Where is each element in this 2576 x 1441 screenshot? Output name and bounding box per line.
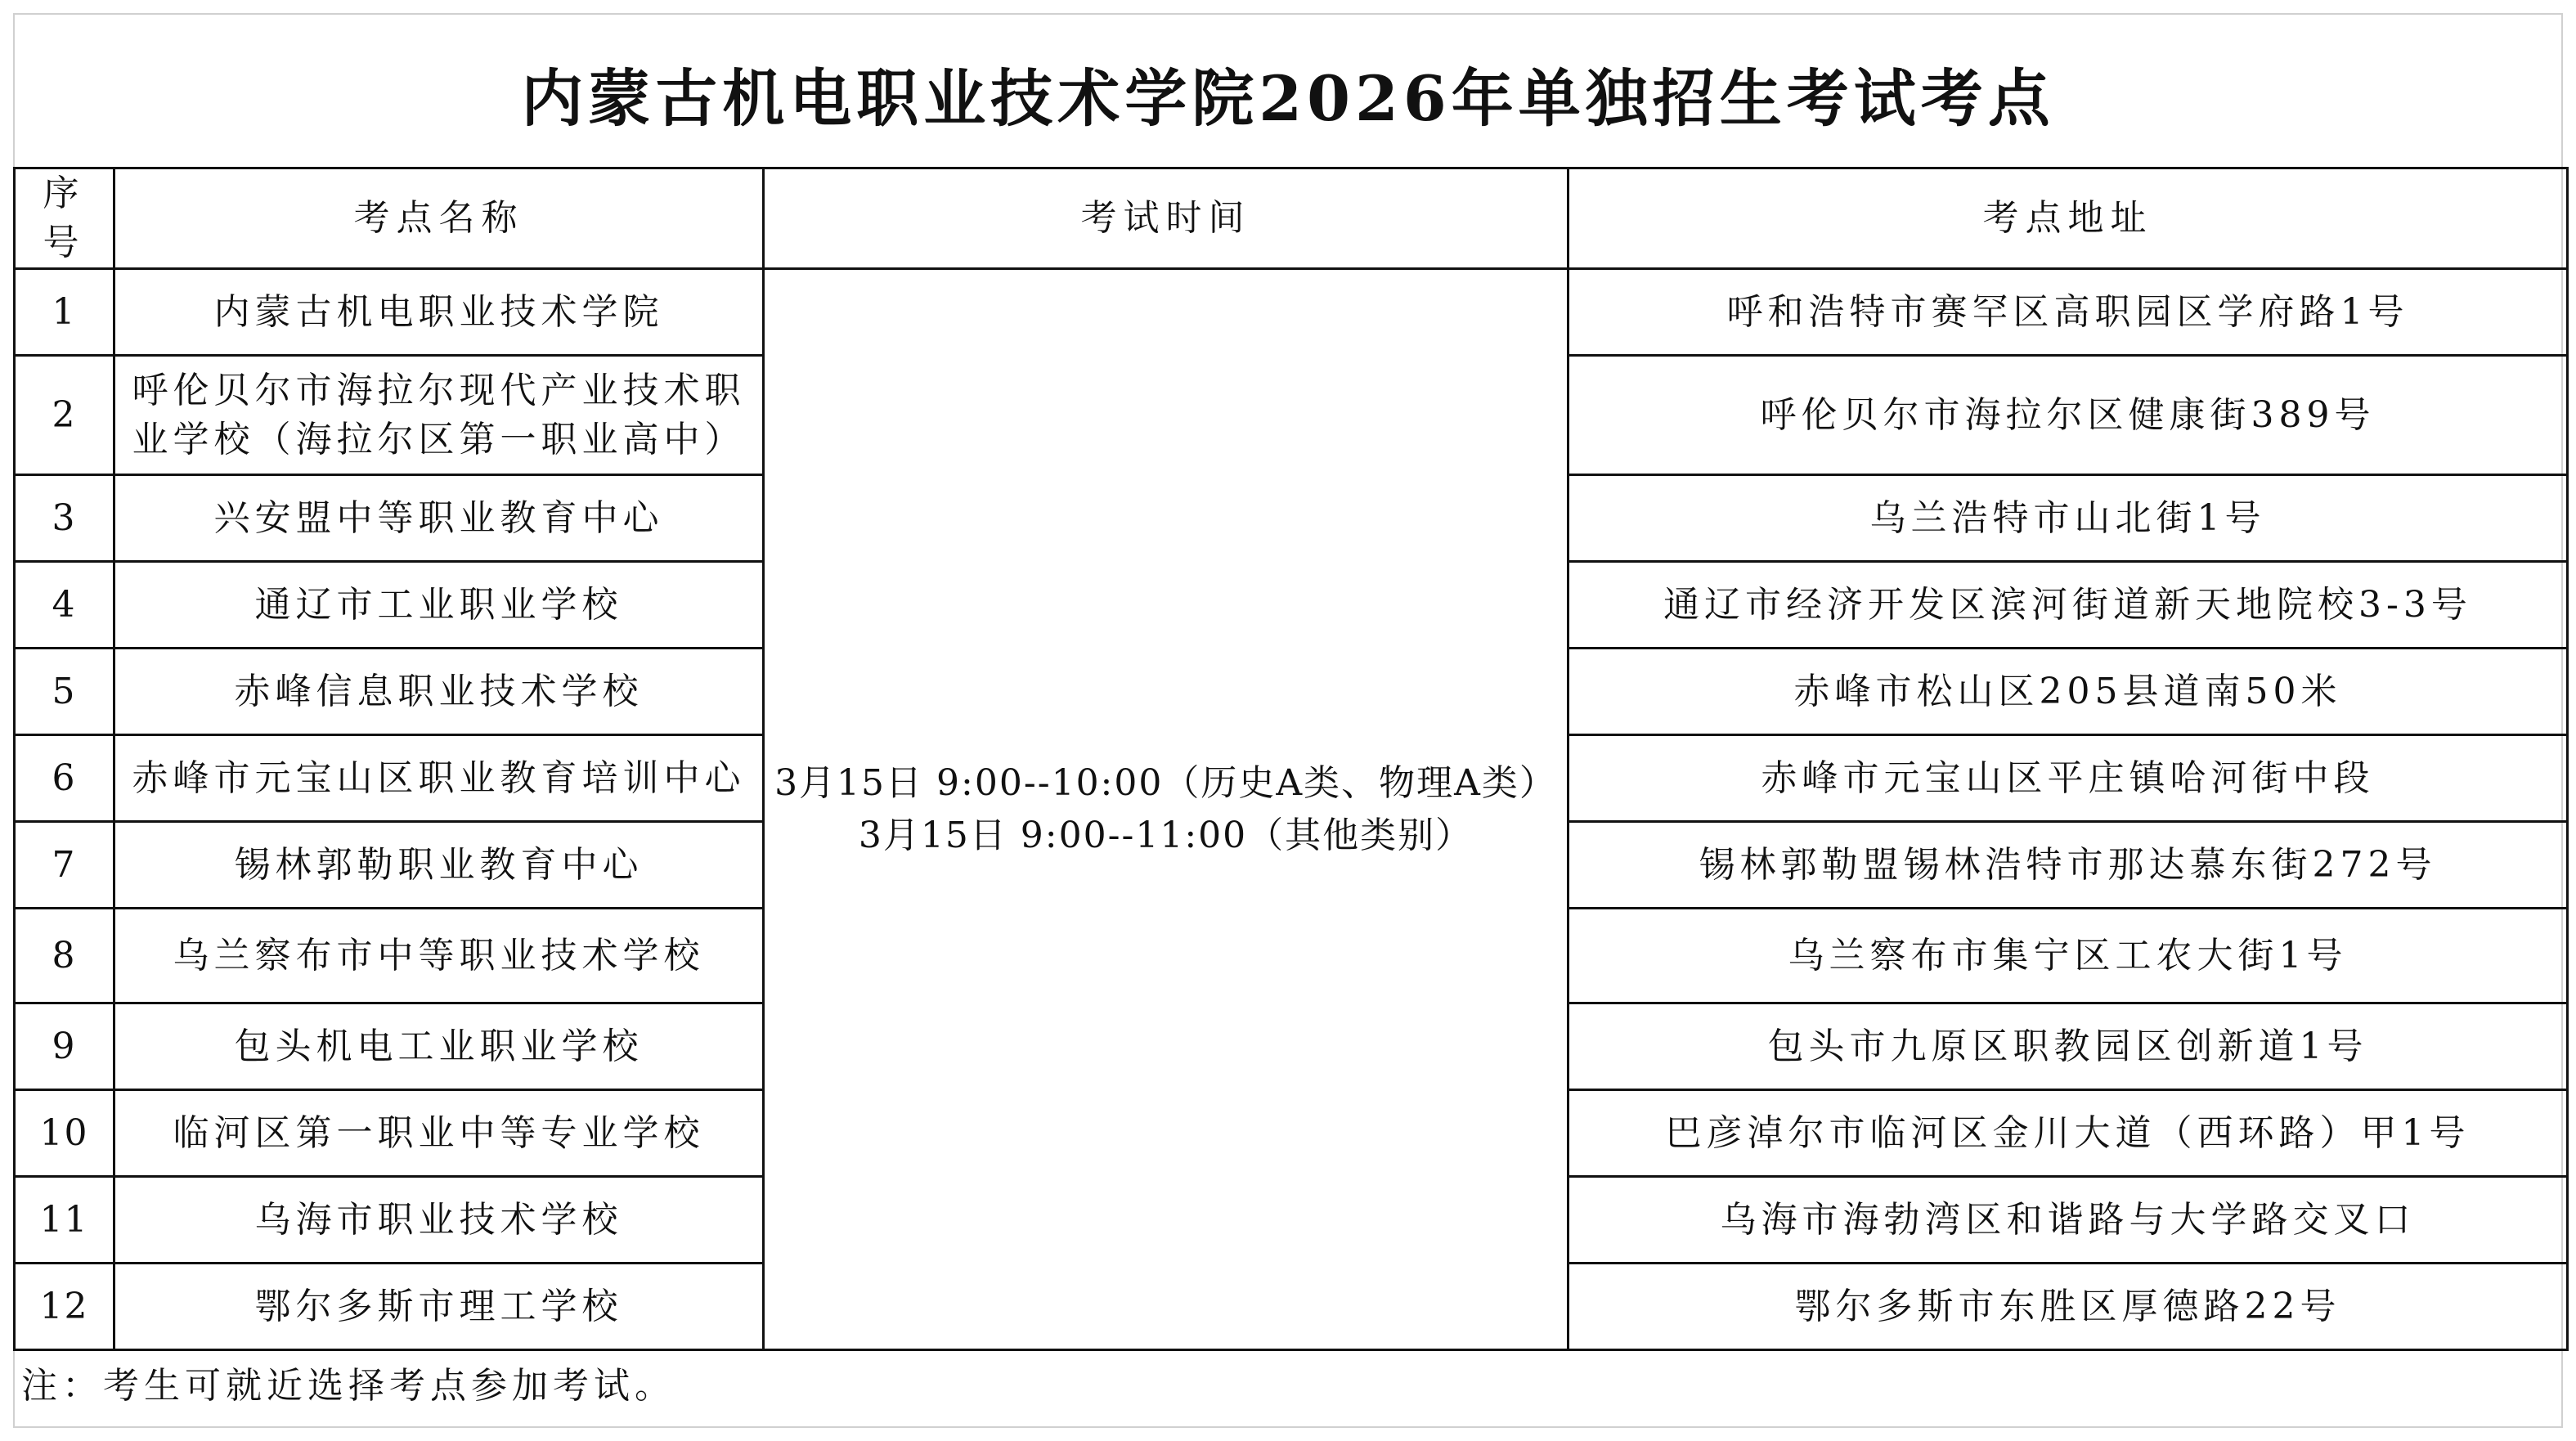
site-address: 呼伦贝尔市海拉尔区健康街389号 — [1568, 356, 2568, 475]
header-index: 序号 — [15, 168, 114, 269]
site-name: 通辽市工业职业学校 — [114, 562, 764, 649]
site-name: 赤峰信息职业技术学校 — [114, 649, 764, 735]
site-address: 巴彦淖尔市临河区金川大道（西环路）甲1号 — [1568, 1090, 2568, 1177]
site-address: 鄂尔多斯市东胜区厚德路22号 — [1568, 1264, 2568, 1350]
site-name: 鄂尔多斯市理工学校 — [114, 1264, 764, 1350]
site-address: 呼和浩特市赛罕区高职园区学府路1号 — [1568, 269, 2568, 356]
row-index: 7 — [15, 822, 114, 909]
site-address: 赤峰市松山区205县道南50米 — [1568, 649, 2568, 735]
site-name: 包头机电工业职业学校 — [114, 1003, 764, 1090]
header-time: 考试时间 — [764, 168, 1568, 269]
site-name: 兴安盟中等职业教育中心 — [114, 475, 764, 562]
row-index: 3 — [15, 475, 114, 562]
table-row — [15, 269, 2568, 356]
table-header-row — [15, 168, 2568, 269]
site-address: 锡林郭勒盟锡林浩特市那达慕东街272号 — [1568, 822, 2568, 909]
row-index: 2 — [15, 356, 114, 475]
site-name: 临河区第一职业中等专业学校 — [114, 1090, 764, 1177]
row-index: 1 — [15, 269, 114, 356]
site-name: 呼伦贝尔市海拉尔现代产业技术职业学校（海拉尔区第一职业高中） — [114, 356, 764, 475]
site-address: 乌兰察布市集宁区工农大街1号 — [1568, 909, 2568, 1003]
site-name: 赤峰市元宝山区职业教育培训中心 — [114, 735, 764, 822]
site-address: 包头市九原区职教园区创新道1号 — [1568, 1003, 2568, 1090]
exam-sites-table — [13, 167, 2569, 1351]
site-address: 赤峰市元宝山区平庄镇哈河街中段 — [1568, 735, 2568, 822]
exam-time-cell — [764, 269, 1568, 1350]
site-name: 乌海市职业技术学校 — [114, 1177, 764, 1264]
row-index: 12 — [15, 1264, 114, 1350]
row-index: 9 — [15, 1003, 114, 1090]
row-index: 8 — [15, 909, 114, 1003]
site-name: 锡林郭勒职业教育中心 — [114, 822, 764, 909]
row-index: 6 — [15, 735, 114, 822]
site-address: 乌海市海勃湾区和谐路与大学路交叉口 — [1568, 1177, 2568, 1264]
site-address: 通辽市经济开发区滨河街道新天地院校3-3号 — [1568, 562, 2568, 649]
site-address: 乌兰浩特市山北街1号 — [1568, 475, 2568, 562]
row-index: 10 — [15, 1090, 114, 1177]
row-index: 11 — [15, 1177, 114, 1264]
exam-time-line-1: 3月15日 9:00--10:00（历史A类、物理A类） — [774, 761, 1557, 804]
header-name: 考点名称 — [114, 168, 764, 269]
row-index: 5 — [15, 649, 114, 735]
header-address: 考点地址 — [1568, 168, 2568, 269]
title-band — [13, 13, 2563, 167]
site-name: 内蒙古机电职业技术学院 — [114, 269, 764, 356]
row-index: 4 — [15, 562, 114, 649]
site-name: 乌兰察布市中等职业技术学校 — [114, 909, 764, 1003]
exam-time-line-2: 3月15日 9:00--11:00（其他类别） — [858, 814, 1474, 856]
footnote: 注：考生可就近选择考点参加考试。 — [21, 1365, 675, 1407]
page-title: 内蒙古机电职业技术学院2026年单独招生考试考点 — [521, 61, 2055, 135]
